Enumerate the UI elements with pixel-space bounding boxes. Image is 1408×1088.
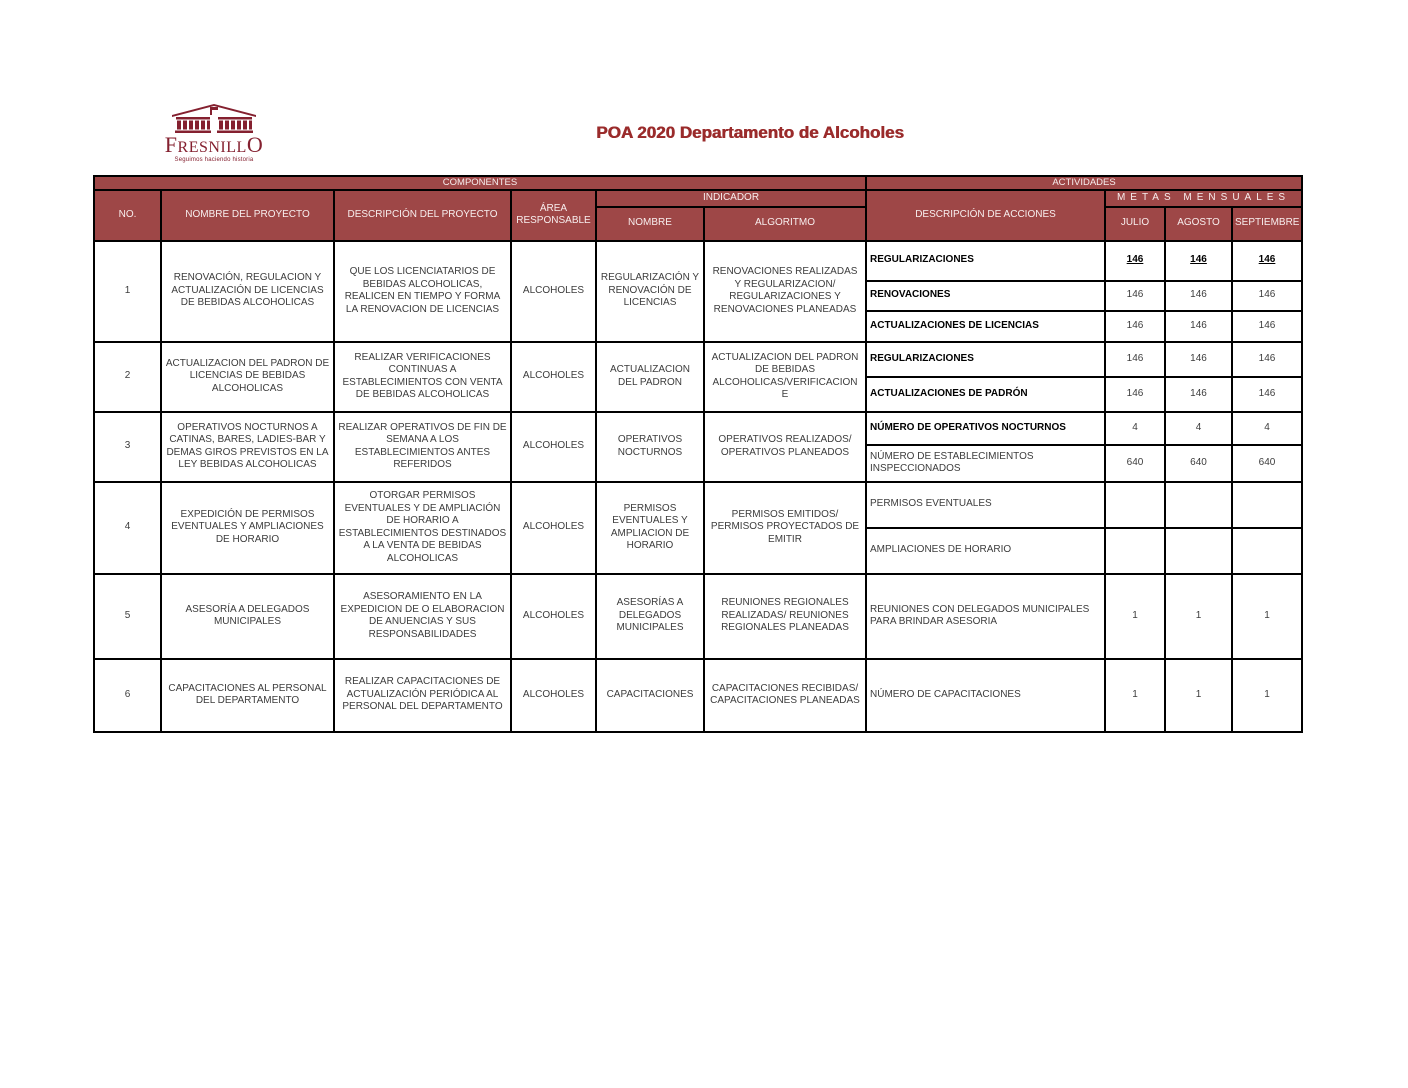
cell-goal-julio: 146 [1105, 241, 1165, 281]
cell-goal-agosto: 640 [1165, 445, 1232, 482]
cell-goal-septiembre: 146 [1232, 311, 1302, 342]
cell-project-description: REALIZAR CAPACITACIONES DE ACTUALIZACIÓN PERIÓDICA AL PERSONAL DEL DEPARTAMENTO [334, 659, 511, 732]
logo-wordmark: FRESNILLO [164, 132, 264, 157]
cell-action-label: NÚMERO DE CAPACITACIONES [866, 659, 1105, 732]
cell-goal-septiembre: 146 [1232, 377, 1302, 412]
header-indicador-nombre: NOMBRE [596, 207, 704, 241]
cell-goal-septiembre: 146 [1232, 281, 1302, 311]
table-row [94, 482, 1302, 528]
cell-project-description: REALIZAR OPERATIVOS DE FIN DE SEMANA A LOS ESTABLECIMIENTOS ANTES REFERIDOS [334, 412, 511, 482]
cell-goal-agosto: 146 [1165, 377, 1232, 412]
cell-goal-julio: 4 [1105, 412, 1165, 445]
cell-action-label: PERMISOS EVENTUALES [866, 482, 1105, 528]
cell-indicator-name: ACTUALIZACION DEL PADRON [596, 342, 704, 412]
cell-action-label: ACTUALIZACIONES DE PADRÓN [866, 377, 1105, 412]
header-no: NO. [94, 190, 161, 241]
cell-no: 1 [94, 241, 161, 342]
header-band-top [94, 176, 1302, 190]
cell-no: 3 [94, 412, 161, 482]
fresnillo-logo [146, 104, 282, 163]
cell-goal-agosto: 146 [1165, 311, 1232, 342]
cell-area: ALCOHOLES [511, 241, 596, 342]
cell-action-label: ACTUALIZACIONES DE LICENCIAS [866, 311, 1105, 342]
table-row [94, 241, 1302, 281]
header-agosto: AGOSTO [1165, 207, 1232, 241]
cell-algorithm: OPERATIVOS REALIZADOS/ OPERATIVOS PLANEADOS [704, 412, 866, 482]
cell-project-name: RENOVACIÓN, REGULACION Y ACTUALIZACIÓN DE LICENCIAS DE BEBIDAS ALCOHOLICAS [161, 241, 334, 342]
cell-action-label: NÚMERO DE ESTABLECIMIENTOS INSPECCIONADOS [866, 445, 1105, 482]
cell-project-name: ACTUALIZACION DEL PADRON DE LICENCIAS DE BEBIDAS ALCOHOLICAS [161, 342, 334, 412]
cell-goal-julio: 146 [1105, 311, 1165, 342]
cell-goal-septiembre: 1 [1232, 574, 1302, 659]
cell-indicator-name: CAPACITACIONES [596, 659, 704, 732]
page-title: POA 2020 Departamento de Alcoholes [596, 123, 904, 142]
header-band-middle [94, 190, 1302, 207]
cell-algorithm: ACTUALIZACION DEL PADRON DE BEBIDAS ALCOHOLICAS/VERIFICACION E [704, 342, 866, 412]
header-indicador: INDICADOR [596, 190, 866, 207]
cell-goal-julio: 146 [1105, 377, 1165, 412]
poa-table [93, 175, 1303, 733]
table-row [94, 574, 1302, 659]
header-septiembre: SEPTIEMBRE [1232, 207, 1302, 241]
cell-goal-agosto [1165, 528, 1232, 574]
cell-goal-septiembre: 4 [1232, 412, 1302, 445]
cell-indicator-name: OPERATIVOS NOCTURNOS [596, 412, 704, 482]
cell-goal-septiembre [1232, 528, 1302, 574]
cell-algorithm: REUNIONES REGIONALES REALIZADAS/ REUNIONES REGIONALES PLANEADAS [704, 574, 866, 659]
header-nombre-proyecto: NOMBRE DEL PROYECTO [161, 190, 334, 241]
cell-project-name: OPERATIVOS NOCTURNOS A CATINAS, BARES, LADIES-BAR Y DEMAS GIROS PREVISTOS EN LA LEY BEBIDAS ALCOHOLICAS [161, 412, 334, 482]
cell-goal-agosto: 1 [1165, 659, 1232, 732]
cell-area: ALCOHOLES [511, 412, 596, 482]
cell-action-label: REUNIONES CON DELEGADOS MUNICIPALES PARA BRINDAR ASESORIA [866, 574, 1105, 659]
table-row [94, 412, 1302, 445]
cell-goal-julio: 1 [1105, 659, 1165, 732]
cell-area: ALCOHOLES [511, 659, 596, 732]
cell-project-name: EXPEDICIÓN DE PERMISOS EVENTUALES Y AMPLIACIONES DE HORARIO [161, 482, 334, 574]
cell-algorithm: PERMISOS EMITIDOS/ PERMISOS PROYECTADOS DE EMITIR [704, 482, 866, 574]
cell-goal-septiembre: 640 [1232, 445, 1302, 482]
cell-project-description: OTORGAR PERMISOS EVENTUALES Y DE AMPLIACIÓN DE HORARIO A ESTABLECIMIENTOS DESTINADOS A LA VENTA DE BEBIDAS ALCOHOLICAS [334, 482, 511, 574]
cell-area: ALCOHOLES [511, 574, 596, 659]
logo-tagline: Seguimos haciendo historia [174, 156, 254, 163]
cell-goal-agosto: 146 [1165, 281, 1232, 311]
cell-indicator-name: PERMISOS EVENTUALES Y AMPLIACION DE HORARIO [596, 482, 704, 574]
cell-project-description: REALIZAR VERIFICACIONES CONTINUAS A ESTABLECIMIENTOS CON VENTA DE BEBIDAS ALCOHOLICAS [334, 342, 511, 412]
cell-goal-agosto [1165, 482, 1232, 528]
cell-no: 6 [94, 659, 161, 732]
header-metas-mensuales: METAS MENSUALES [1105, 190, 1302, 207]
header-componentes: COMPONENTES [94, 176, 866, 190]
cell-goal-septiembre: 146 [1232, 241, 1302, 281]
cell-indicator-name: REGULARIZACIÓN Y RENOVACIÓN DE LICENCIAS [596, 241, 704, 342]
cell-goal-julio: 1 [1105, 574, 1165, 659]
cell-project-description: ASESORAMIENTO EN LA EXPEDICION DE O ELABORACION DE ANUENCIAS Y SUS RESPONSABILIDADES [334, 574, 511, 659]
header-descripcion-acciones: DESCRIPCIÓN DE ACCIONES [866, 190, 1105, 241]
cell-action-label: RENOVACIONES [866, 281, 1105, 311]
cell-area: ALCOHOLES [511, 342, 596, 412]
table-row [94, 342, 1302, 377]
header-algoritmo: ALGORITMO [704, 207, 866, 241]
cell-action-label: REGULARIZACIONES [866, 342, 1105, 377]
cell-goal-julio [1105, 528, 1165, 574]
cell-action-label: NÚMERO DE OPERATIVOS NOCTURNOS [866, 412, 1105, 445]
cell-goal-septiembre: 146 [1232, 342, 1302, 377]
cell-goal-agosto: 4 [1165, 412, 1232, 445]
table-row [94, 659, 1302, 732]
cell-goal-julio: 640 [1105, 445, 1165, 482]
header-area-responsable: ÁREA RESPONSABLE [511, 190, 596, 241]
cell-project-name: ASESORÍA A DELEGADOS MUNICIPALES [161, 574, 334, 659]
cell-no: 4 [94, 482, 161, 574]
cell-goal-septiembre [1232, 482, 1302, 528]
cell-action-label: REGULARIZACIONES [866, 241, 1105, 281]
cell-goal-agosto: 146 [1165, 342, 1232, 377]
cell-goal-julio: 146 [1105, 342, 1165, 377]
cell-no: 2 [94, 342, 161, 412]
cell-project-description: QUE LOS LICENCIATARIOS DE BEBIDAS ALCOHOLICAS, REALICEN EN TIEMPO Y FORMA LA RENOVACION DE LICENCIAS [334, 241, 511, 342]
cell-project-name: CAPACITACIONES AL PERSONAL DEL DEPARTAMENTO [161, 659, 334, 732]
cell-no: 5 [94, 574, 161, 659]
cell-goal-julio [1105, 482, 1165, 528]
cell-algorithm: RENOVACIONES REALIZADAS Y REGULARIZACION/ REGULARIZACIONES Y RENOVACIONES PLANEADAS [704, 241, 866, 342]
cell-indicator-name: ASESORÍAS A DELEGADOS MUNICIPALES [596, 574, 704, 659]
header-actividades: ACTIVIDADES [866, 176, 1302, 190]
cell-action-label: AMPLIACIONES DE HORARIO [866, 528, 1105, 574]
cell-goal-septiembre: 1 [1232, 659, 1302, 732]
header-descripcion-proyecto: DESCRIPCIÓN DEL PROYECTO [334, 190, 511, 241]
cell-goal-agosto: 1 [1165, 574, 1232, 659]
cell-area: ALCOHOLES [511, 482, 596, 574]
cell-goal-julio: 146 [1105, 281, 1165, 311]
header-julio: JULIO [1105, 207, 1165, 241]
cell-algorithm: CAPACITACIONES RECIBIDAS/ CAPACITACIONES PLANEADAS [704, 659, 866, 732]
cell-goal-agosto: 146 [1165, 241, 1232, 281]
